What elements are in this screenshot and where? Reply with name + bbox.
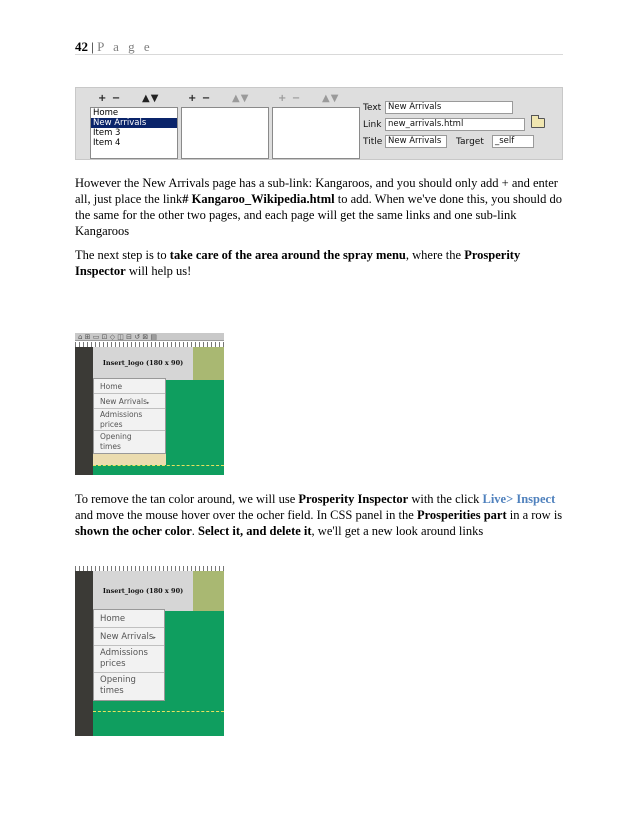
list-item[interactable]: Item 3 (93, 128, 121, 138)
submenu-arrow-icon: ▸ (153, 635, 156, 641)
text-run: to add. When we've done this, you should do the same for the other two pages, and each page will get the same links and one sub-link Kangaroos (75, 192, 562, 238)
text-run: in a row is (506, 508, 563, 522)
menu-item-label: Opening (100, 675, 136, 685)
menu-item-admissions-prices[interactable] (94, 646, 164, 673)
page-number: 42 (75, 39, 88, 54)
menu-item-label: Admissions (100, 410, 143, 419)
folder-icon[interactable] (531, 118, 545, 128)
menu-item-label: prices (100, 420, 123, 429)
menu-item-new-arrivals[interactable] (94, 628, 164, 646)
menu-item-label: Admissions (100, 648, 148, 658)
target-label: Target (456, 137, 484, 147)
menu-item-admissions-prices[interactable] (94, 409, 165, 431)
menu-item-opening-times[interactable] (94, 431, 165, 453)
menu-item-label: times (100, 686, 124, 696)
header-rule (75, 54, 563, 55)
logo-placeholder: Insert_logo (180 x 90) (93, 571, 193, 611)
page-word: P a g e (97, 39, 153, 54)
header-strip (193, 571, 224, 611)
bold-run: take care of the area around the spray menu (169, 248, 406, 262)
text-run: with the click (408, 492, 483, 506)
move-item-arrows[interactable]: ▲▼ (142, 93, 160, 104)
text-run: The next step is to (75, 248, 170, 262)
spry-menu (93, 609, 165, 701)
add-remove-subitem-buttons[interactable]: + − (188, 93, 212, 104)
move-subsubitem-arrows[interactable]: ▲▼ (322, 93, 340, 104)
menu-item-home[interactable]: Home (94, 610, 164, 628)
title-label: Title (363, 137, 383, 147)
text-run: However the New Arrivals page has a sub-link: Kangaroos, and you should only add + and enter all, just place the link (75, 176, 558, 206)
page-header (75, 39, 153, 55)
toolbar: ⌂ ⊞ ▭ ⊡ ◇ ◫ ⊟ ↺ ⊠ ▤ (75, 333, 224, 341)
spry-menu (93, 378, 166, 454)
text-run: will help us! (125, 264, 192, 278)
add-remove-item-buttons[interactable]: + − (98, 93, 122, 104)
link-filename: # Kangaroo_Wikipedia.html (182, 192, 335, 206)
move-subitem-arrows[interactable]: ▲▼ (232, 93, 250, 104)
left-column (75, 571, 93, 736)
subsubmenu-items-list[interactable] (272, 107, 360, 159)
list-item-selected[interactable]: New Arrivals (91, 118, 177, 128)
menu-item-home[interactable]: Home (94, 379, 165, 394)
menu-item-opening-times[interactable] (94, 673, 164, 700)
text-run: , we'll get a new look around links (311, 524, 484, 538)
text-run: To remove the tan color around, we will use (75, 492, 299, 506)
header-strip (193, 347, 224, 380)
text-field[interactable]: New Arrivals (385, 101, 513, 114)
bold-run: shown the ocher color (75, 524, 192, 538)
text-run: , where the (405, 248, 465, 262)
submenu-arrow-icon: ▸ (147, 401, 150, 406)
menu-item-label: New Arrivals (100, 397, 148, 406)
header-separator: | (91, 39, 94, 54)
menu-properties-panel (75, 87, 563, 160)
menu-items-list[interactable] (90, 107, 178, 159)
menu-item-label: New Arrivals (100, 632, 154, 642)
bold-run: Prosperities part (416, 508, 507, 522)
list-item[interactable]: Item 4 (93, 138, 121, 148)
text-label: Text (363, 103, 382, 113)
menu-item-label: times (100, 442, 121, 451)
text-run: . (191, 524, 199, 538)
menu-item-label: Opening (100, 432, 132, 441)
bold-run: Prosperity Inspector (75, 248, 521, 278)
paragraph-remove-tan (75, 491, 565, 539)
logo-placeholder: Insert_logo (180 x 90) (93, 347, 193, 380)
list-item[interactable]: Home (93, 108, 119, 118)
link-field[interactable]: new_arrivals.html (385, 118, 525, 131)
bold-run: Select it, and delete it (198, 524, 312, 538)
menu-screenshot-clean (75, 566, 224, 736)
menu-screenshot-tan (75, 333, 224, 475)
dotted-border (93, 711, 224, 712)
submenu-items-list[interactable] (181, 107, 269, 159)
bold-run: Prosperity Inspector (298, 492, 409, 506)
link-label: Link (363, 120, 382, 130)
paragraph-next-step (75, 247, 565, 279)
left-column (75, 347, 93, 475)
menu-item-new-arrivals[interactable] (94, 394, 165, 409)
target-field[interactable]: _self (492, 135, 534, 148)
menu-item-label: prices (100, 659, 126, 669)
title-field[interactable]: New Arrivals (385, 135, 447, 148)
live-inspect-link[interactable]: Live> Inspect (482, 492, 556, 506)
text-run: and move the mouse hover over the ocher field. In CSS panel in the (75, 508, 417, 522)
add-remove-subsubitem-buttons[interactable]: + − (278, 93, 302, 104)
dotted-border (93, 465, 224, 466)
paragraph-sublink (75, 175, 565, 239)
